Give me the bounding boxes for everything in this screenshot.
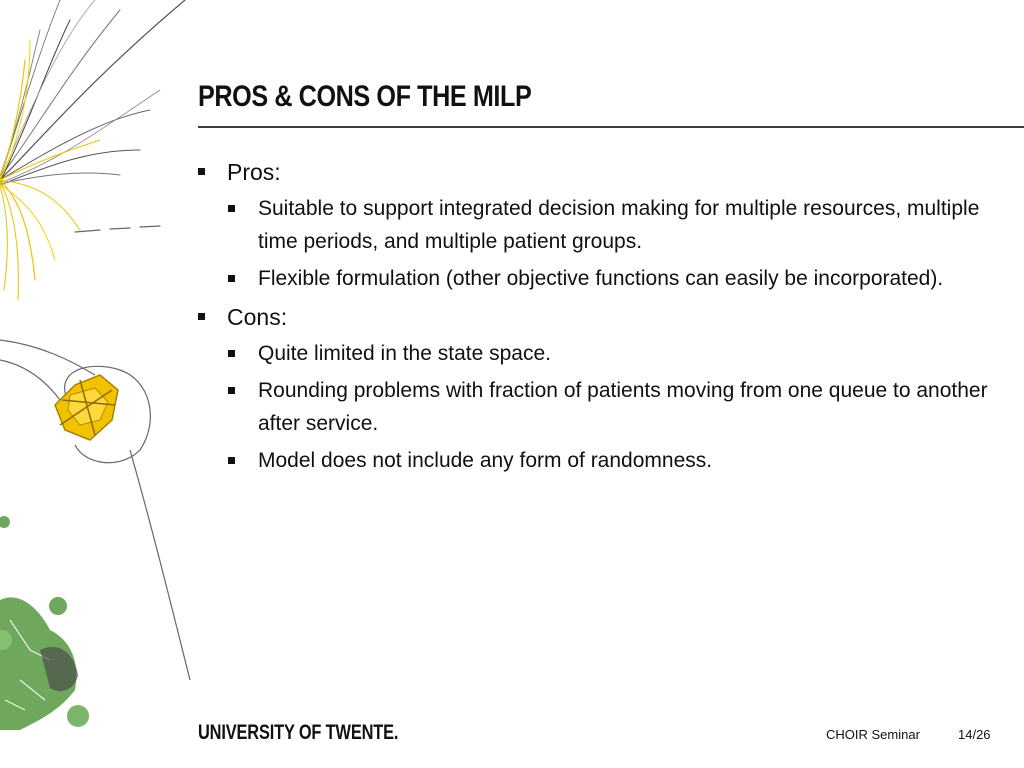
cons-item (228, 374, 998, 440)
pros-item (228, 262, 998, 295)
square-bullet-icon (228, 275, 235, 282)
title-divider (198, 126, 1024, 128)
cons-item-text: Rounding problems with fraction of patients moving from one queue to another after service. (258, 379, 988, 435)
cons-label: Cons: (227, 304, 288, 330)
pros-label: Pros: (227, 159, 281, 185)
decorative-artwork (0, 0, 200, 768)
square-bullet-icon (228, 457, 235, 464)
cons-item-text: Model does not include any form of randomness. (258, 449, 713, 472)
university-logo: UNIVERSITY OF TWENTE. (198, 721, 399, 744)
square-bullet-icon (198, 168, 205, 175)
green-cell-graphic (0, 516, 89, 730)
slide-title: PROS & CONS OF THE MILP (198, 80, 532, 113)
line-burst-graphic (0, 0, 185, 300)
square-bullet-icon (228, 350, 235, 357)
pros-item (228, 192, 998, 258)
square-bullet-icon (198, 313, 205, 320)
cons-item (228, 444, 998, 477)
pros-heading (198, 154, 998, 190)
cons-item (228, 337, 998, 370)
cons-heading (198, 299, 998, 335)
pros-item-text: Flexible formulation (other objective functions can easily be incorporated). (258, 267, 944, 290)
cons-item-text: Quite limited in the state space. (258, 342, 551, 365)
slide-page-number: 14/26 (958, 727, 991, 742)
square-bullet-icon (228, 205, 235, 212)
slide-body (198, 154, 998, 481)
pros-item-text: Suitable to support integrated decision making for multiple resources, multiple time periods, and multiple patient groups. (258, 197, 980, 253)
footer-event-name: CHOIR Seminar (826, 727, 920, 742)
square-bullet-icon (228, 387, 235, 394)
